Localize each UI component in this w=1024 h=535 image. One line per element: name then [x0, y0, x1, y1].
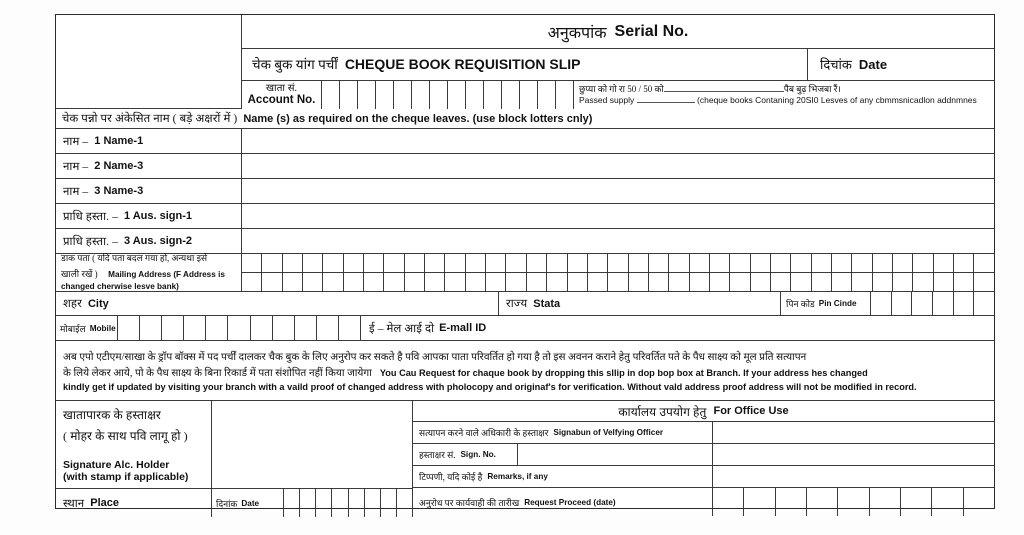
name-row-1-input[interactable] [242, 129, 994, 153]
grid-cell[interactable] [751, 273, 771, 292]
grid-cell[interactable] [710, 254, 730, 273]
verifying-officer-label [413, 422, 713, 443]
place-label-hindi: स्थान [63, 497, 85, 510]
box-cell[interactable] [448, 81, 466, 109]
declaration-hindi-line1: अब एपो एटीएम/साखा के ड्रॉप बॉक्स में पद पर्चीं दालकर चैक बुक के लिए अनुरोप कर सकते है पवि आपका पाता परिवर्तित हो गया है तो इस अवनन कराने हेतु परिवर्तित पते के पैध साक्ष्य को मूल प्रति सत्यापन [63, 352, 807, 364]
remarks-label-hindi: टिप्पणी, यदि कोई है [419, 472, 483, 482]
grid-cell[interactable] [506, 273, 526, 292]
box-cell[interactable] [358, 81, 376, 109]
name-row-2-label-english: 2 Name-3 [94, 160, 144, 172]
grid-cell[interactable] [323, 273, 343, 292]
sign-no-extra-input[interactable] [713, 444, 994, 465]
account-no-label [242, 81, 322, 109]
grid-cell[interactable] [649, 254, 669, 273]
pin-code-label-hindi: पिन कोड [786, 299, 815, 309]
declaration-english-line1: You Cau Request for chaque book by dropping this sllip in dop bop box at Branch. If your address hes changed [379, 367, 868, 378]
grid-cell[interactable] [242, 273, 262, 292]
box-cell[interactable] [912, 292, 933, 315]
box-cell[interactable] [140, 316, 162, 340]
grid-cell[interactable] [303, 254, 323, 273]
mailing-address-row [56, 254, 994, 292]
grid-cell[interactable] [405, 254, 425, 273]
grid-cell[interactable] [954, 273, 974, 292]
box-cell[interactable] [118, 316, 140, 340]
grid-cell[interactable] [283, 254, 303, 273]
auth-sign-row-2-input[interactable] [242, 229, 994, 253]
grid-cell[interactable] [629, 273, 649, 292]
verifying-officer-label-english: Signabun of Velfying Officer [553, 428, 664, 437]
grid-cell[interactable] [405, 273, 425, 292]
box-cell[interactable] [954, 292, 975, 315]
signature-section [56, 401, 413, 517]
grid-cell[interactable] [262, 254, 282, 273]
grid-cell[interactable] [344, 254, 364, 273]
grid-cell[interactable] [445, 273, 465, 292]
grid-cell[interactable] [547, 273, 567, 292]
grid-cell[interactable] [873, 273, 893, 292]
box-cell[interactable] [556, 81, 573, 109]
passed-supply-hindi-tail: पैब बुढ़ भिजबा रैं। [783, 83, 841, 94]
verifying-officer-label-hindi: सत्यापन करने वाले अधिकारी के हस्ताक्षर [419, 428, 549, 438]
auth-sign-row-2-label [56, 229, 242, 253]
office-use-header-hindi: कार्यालय उपयोग हेतु [618, 404, 707, 419]
grid-cell[interactable] [690, 273, 710, 292]
header-right-column [242, 15, 994, 109]
grid-cell[interactable] [486, 273, 506, 292]
serial-no-label-english: Serial No. [614, 22, 689, 40]
auth-sign-row-1-label-english: 1 Aus. sign-1 [123, 210, 193, 222]
remarks-input[interactable] [713, 466, 994, 487]
email-label-hindi: ई – मेल आई दो [369, 322, 435, 335]
box-cell[interactable] [466, 81, 484, 109]
box-cell[interactable] [397, 489, 412, 517]
grid-cell[interactable] [384, 273, 404, 292]
mailing-address-grid[interactable] [242, 254, 994, 291]
grid-cell[interactable] [425, 273, 445, 292]
mailing-address-grid-box[interactable] [242, 254, 994, 291]
mailing-address-label-mixed [61, 264, 241, 282]
grid-cell[interactable] [568, 254, 588, 273]
name-row-1-label [56, 129, 242, 153]
serial-no-row [242, 15, 994, 49]
signature-label [56, 401, 212, 489]
declaration-hindi-line2-text: के लिये लेकर आये, पो के पैध साक्ष्य के बिना रिकार्ड में पता संशोपित नहीं किया जायेगा [63, 367, 372, 379]
grid-row [242, 273, 994, 292]
box-cell[interactable] [412, 81, 430, 109]
grid-cell[interactable] [364, 273, 384, 292]
date-field[interactable] [808, 49, 994, 79]
box-cell[interactable] [162, 316, 184, 340]
form-header-block [56, 15, 994, 109]
name-row-3-input[interactable] [242, 179, 994, 203]
signature-label-hindi-line1: खातापारक के हस्ताक्षर [63, 408, 161, 422]
grid-cell[interactable] [629, 254, 649, 273]
pin-code-label [781, 292, 871, 315]
passed-supply-hindi [579, 84, 994, 95]
grid-cell[interactable] [425, 254, 445, 273]
mailing-address-label [56, 254, 242, 291]
name-row-2-label [56, 154, 242, 178]
serial-no-label-hindi: अनुकपांक [547, 24, 607, 42]
grid-cell[interactable] [812, 254, 832, 273]
box-cell[interactable] [807, 488, 838, 516]
request-proceed-label-hindi: अनुरोध पर कार्यवाही की तारीख [419, 497, 520, 508]
city-label-hindi: शहर [63, 298, 82, 310]
mailing-address-english-line1: Mailing Address (F Address is [108, 269, 225, 279]
passed-supply-english-text: Passed supply [579, 95, 635, 106]
signature-input-area[interactable] [212, 401, 412, 489]
place-date-boxes[interactable] [284, 489, 412, 517]
box-cell[interactable] [339, 316, 360, 340]
box-cell[interactable] [538, 81, 556, 109]
declaration-hindi-line2 [63, 366, 987, 381]
sign-no-label-english: Sign. No. [460, 450, 496, 459]
mobile-label-english: Mobile [89, 323, 116, 333]
grid-cell[interactable] [608, 254, 628, 273]
box-cell[interactable] [964, 488, 994, 516]
account-no-label-hindi: खाता सं. [265, 82, 298, 94]
mailing-address-hindi-line1: डाक पता ( यदि पता बदल गया हो, अन्यथा इसे [61, 253, 208, 264]
place-date-box-strip[interactable] [284, 489, 412, 517]
date-label-hindi: दिचांक [820, 57, 852, 73]
verifying-officer-row [413, 422, 994, 444]
box-cell[interactable] [317, 316, 339, 340]
title-row [242, 49, 994, 80]
grid-cell[interactable] [771, 254, 791, 273]
grid-cell[interactable] [384, 254, 404, 273]
auth-sign-row-1-label-hindi: प्राधि हस्ता. – [63, 210, 118, 223]
verifying-officer-input[interactable] [713, 422, 994, 443]
box-cell[interactable] [340, 81, 358, 109]
names-header-english: Name (s) as required on the cheque leaves. (use block lotters cnly) [243, 112, 593, 125]
office-use-header-english: For Office Use [713, 405, 789, 417]
serial-no-cell[interactable] [242, 15, 994, 48]
box-cell[interactable] [776, 488, 807, 516]
grid-cell[interactable] [710, 273, 730, 292]
name-row-2-input[interactable] [242, 154, 994, 178]
grid-cell[interactable] [690, 254, 710, 273]
grid-cell[interactable] [649, 273, 669, 292]
city-state-pin-row [56, 292, 994, 316]
box-cell[interactable] [365, 489, 381, 517]
box-cell[interactable] [376, 81, 394, 109]
grid-cell[interactable] [669, 273, 689, 292]
box-cell[interactable] [484, 81, 502, 109]
box-cell[interactable] [228, 316, 250, 340]
grid-cell[interactable] [527, 273, 547, 292]
mobile-number-boxes[interactable] [118, 316, 361, 340]
place-date-label [212, 489, 284, 517]
signature-label-hindi-group [63, 406, 205, 444]
declaration-english-line2: kindly get if updated by visiting your branch with a vaild proof of changed address with pholocopy and originaf's for verification. Without vald address proof address will not be modified in record. [63, 382, 917, 393]
pin-code-boxes[interactable] [871, 292, 994, 315]
box-cell[interactable] [520, 81, 538, 109]
place-date-label-english: Date [241, 498, 260, 508]
grid-cell[interactable] [303, 273, 323, 292]
passed-supply-english-tail: (cheque books Contaning 20SI0 Lesves of any cbmmsnicadlon addnmnes [697, 95, 977, 106]
grid-cell[interactable] [730, 273, 750, 292]
passed-supply-english-rule [637, 95, 695, 103]
grid-cell[interactable] [873, 254, 893, 273]
name-row-3-label [56, 179, 242, 203]
box-cell[interactable] [251, 316, 273, 340]
signature-label-english-line2: (with stamp if applicable) [63, 471, 189, 483]
box-cell[interactable] [430, 81, 448, 109]
grid-cell[interactable] [527, 254, 547, 273]
names-header-hindi: चेक पन्नो पर अंकेसित नाम ( बड़े अक्षरों में ) [62, 113, 238, 125]
grid-cell[interactable] [588, 273, 608, 292]
box-cell[interactable] [300, 489, 316, 517]
name-row-3-label-english: 3 Name-3 [94, 185, 144, 197]
grid-cell[interactable] [934, 254, 954, 273]
box-cell[interactable] [871, 292, 892, 315]
grid-cell[interactable] [974, 273, 993, 292]
grid-cell[interactable] [913, 254, 933, 273]
request-proceed-box-strip[interactable] [713, 488, 994, 516]
grid-cell[interactable] [913, 273, 933, 292]
grid-cell[interactable] [466, 273, 486, 292]
state-label-english: Stata [533, 297, 561, 310]
request-proceed-label [413, 488, 713, 516]
name-row-1 [56, 129, 994, 154]
grid-cell[interactable] [893, 254, 913, 273]
grid-cell[interactable] [934, 273, 954, 292]
name-row-1-label-english: 1 Name-1 [94, 135, 144, 147]
sign-no-label [413, 444, 518, 465]
office-use-header [413, 401, 994, 422]
grid-cell[interactable] [445, 254, 465, 273]
box-cell[interactable] [933, 292, 954, 315]
form-title [242, 49, 808, 79]
box-cell[interactable] [295, 316, 317, 340]
grid-cell[interactable] [568, 273, 588, 292]
grid-cell[interactable] [344, 273, 364, 292]
grid-cell[interactable] [669, 254, 689, 273]
auth-sign-row-1 [56, 204, 994, 229]
grid-row [242, 254, 994, 273]
box-cell[interactable] [901, 488, 932, 516]
mobile-email-row [56, 316, 994, 341]
city-field[interactable] [56, 292, 499, 315]
place-field[interactable] [56, 489, 212, 517]
name-row-2-label-hindi: नाम – [63, 160, 89, 173]
box-cell[interactable] [206, 316, 228, 340]
place-label-english: Place [90, 497, 120, 509]
grid-cell[interactable] [852, 254, 872, 273]
grid-cell[interactable] [506, 254, 526, 273]
request-proceed-label-english: Request Proceed (date) [524, 497, 616, 507]
grid-cell[interactable] [262, 273, 282, 292]
signature-label-hindi-line2: ( मोहर के साथ पवि लागू हो ) [63, 429, 188, 443]
auth-sign-row-1-input[interactable] [242, 204, 994, 228]
auth-sign-row-2-label-english: 3 Aus. sign-2 [123, 235, 193, 247]
passed-supply-english [579, 95, 994, 106]
box-cell[interactable] [394, 81, 412, 109]
grid-cell[interactable] [771, 273, 791, 292]
grid-cell[interactable] [547, 254, 567, 273]
request-proceed-boxes[interactable] [713, 488, 994, 516]
box-cell[interactable] [349, 489, 365, 517]
state-label-hindi: राज्य [506, 298, 528, 310]
grid-cell[interactable] [364, 254, 384, 273]
bank-logo-area [56, 15, 242, 109]
state-field[interactable] [499, 292, 781, 315]
grid-cell[interactable] [466, 254, 486, 273]
box-cell[interactable] [316, 489, 332, 517]
date-label-english: Date [858, 56, 888, 72]
box-cell[interactable] [381, 489, 397, 517]
city-label-english: City [87, 297, 109, 310]
grid-cell[interactable] [751, 254, 771, 273]
box-cell[interactable] [892, 292, 913, 315]
box-cell[interactable] [284, 489, 300, 517]
bottom-block [56, 401, 994, 517]
grid-cell[interactable] [893, 273, 913, 292]
box-cell[interactable] [322, 81, 340, 109]
pin-code-label-english: Pin Cinde [818, 299, 857, 308]
remarks-label-english: Remarks, if any [487, 472, 548, 481]
signature-block [56, 401, 412, 489]
grid-cell[interactable] [954, 254, 974, 273]
mobile-label-hindi: मोबाईल [60, 323, 86, 334]
passed-supply-hindi-text: छुप्या को गो रा 50 / 50 को [579, 83, 664, 94]
grid-cell[interactable] [730, 254, 750, 273]
grid-cell[interactable] [832, 273, 852, 292]
passed-supply-hindi-rule [664, 84, 784, 92]
box-cell[interactable] [744, 488, 775, 516]
remarks-row [413, 466, 994, 488]
account-no-row [242, 81, 994, 109]
email-label-english: E-mall ID [439, 322, 487, 334]
grid-cell[interactable] [832, 254, 852, 273]
email-field[interactable] [361, 316, 994, 340]
place-date-label-hindi: दिनांक [216, 498, 238, 509]
box-cell[interactable] [974, 292, 994, 315]
mobile-number-box-strip[interactable] [118, 316, 360, 340]
grid-cell[interactable] [791, 254, 811, 273]
grid-cell[interactable] [323, 254, 343, 273]
name-row-3 [56, 179, 994, 204]
mobile-label [56, 316, 118, 340]
form-title-english: CHEQUE BOOK REQUISITION SLIP [344, 56, 581, 73]
grid-cell[interactable] [242, 254, 262, 273]
mailing-address-hindi-line2: खाली रखें ) [61, 268, 98, 279]
signature-label-english-group [63, 459, 205, 483]
remarks-label [413, 466, 713, 487]
name-row-1-label-hindi: नाम – [63, 135, 89, 148]
box-cell[interactable] [870, 488, 901, 516]
signature-label-english-line1: Signature Alc. Holder [63, 459, 170, 471]
cheque-book-requisition-form [55, 14, 995, 509]
box-cell[interactable] [713, 488, 744, 516]
account-no-boxes[interactable] [322, 81, 574, 109]
grid-cell[interactable] [608, 273, 628, 292]
box-cell[interactable] [502, 81, 520, 109]
account-no-label-english: Account No. [247, 94, 316, 107]
sign-no-input[interactable] [518, 444, 713, 465]
name-row-2 [56, 154, 994, 179]
grid-cell[interactable] [791, 273, 811, 292]
grid-cell[interactable] [588, 254, 608, 273]
box-cell[interactable] [332, 489, 348, 517]
grid-cell[interactable] [812, 273, 832, 292]
auth-sign-row-2-label-hindi: प्राधि हस्ता. – [63, 235, 118, 248]
mailing-address-english-line2: changed cherwise lesve bank) [61, 282, 179, 292]
auth-sign-row-1-label [56, 204, 242, 228]
box-cell[interactable] [184, 316, 206, 340]
sign-no-row [413, 444, 994, 466]
box-cell[interactable] [932, 488, 963, 516]
names-header-row [56, 109, 994, 129]
auth-sign-row-2 [56, 229, 994, 254]
box-cell[interactable] [273, 316, 295, 340]
grid-cell[interactable] [283, 273, 303, 292]
passed-supply-note [574, 81, 994, 109]
form-title-hindi: चेक बुक यांग पर्चीं [252, 57, 338, 73]
box-cell[interactable] [838, 488, 869, 516]
sign-no-label-hindi: हस्ताक्षर सं. [419, 450, 456, 460]
declaration-block [56, 341, 994, 401]
account-no-box-strip[interactable] [322, 81, 573, 109]
grid-cell[interactable] [852, 273, 872, 292]
pin-code-box-strip[interactable] [871, 292, 994, 315]
request-proceed-row [413, 488, 994, 516]
office-use-section [413, 401, 994, 517]
place-date-row [56, 489, 412, 517]
grid-cell[interactable] [486, 254, 506, 273]
grid-cell[interactable] [974, 254, 993, 273]
name-row-3-label-hindi: नाम – [63, 185, 89, 198]
